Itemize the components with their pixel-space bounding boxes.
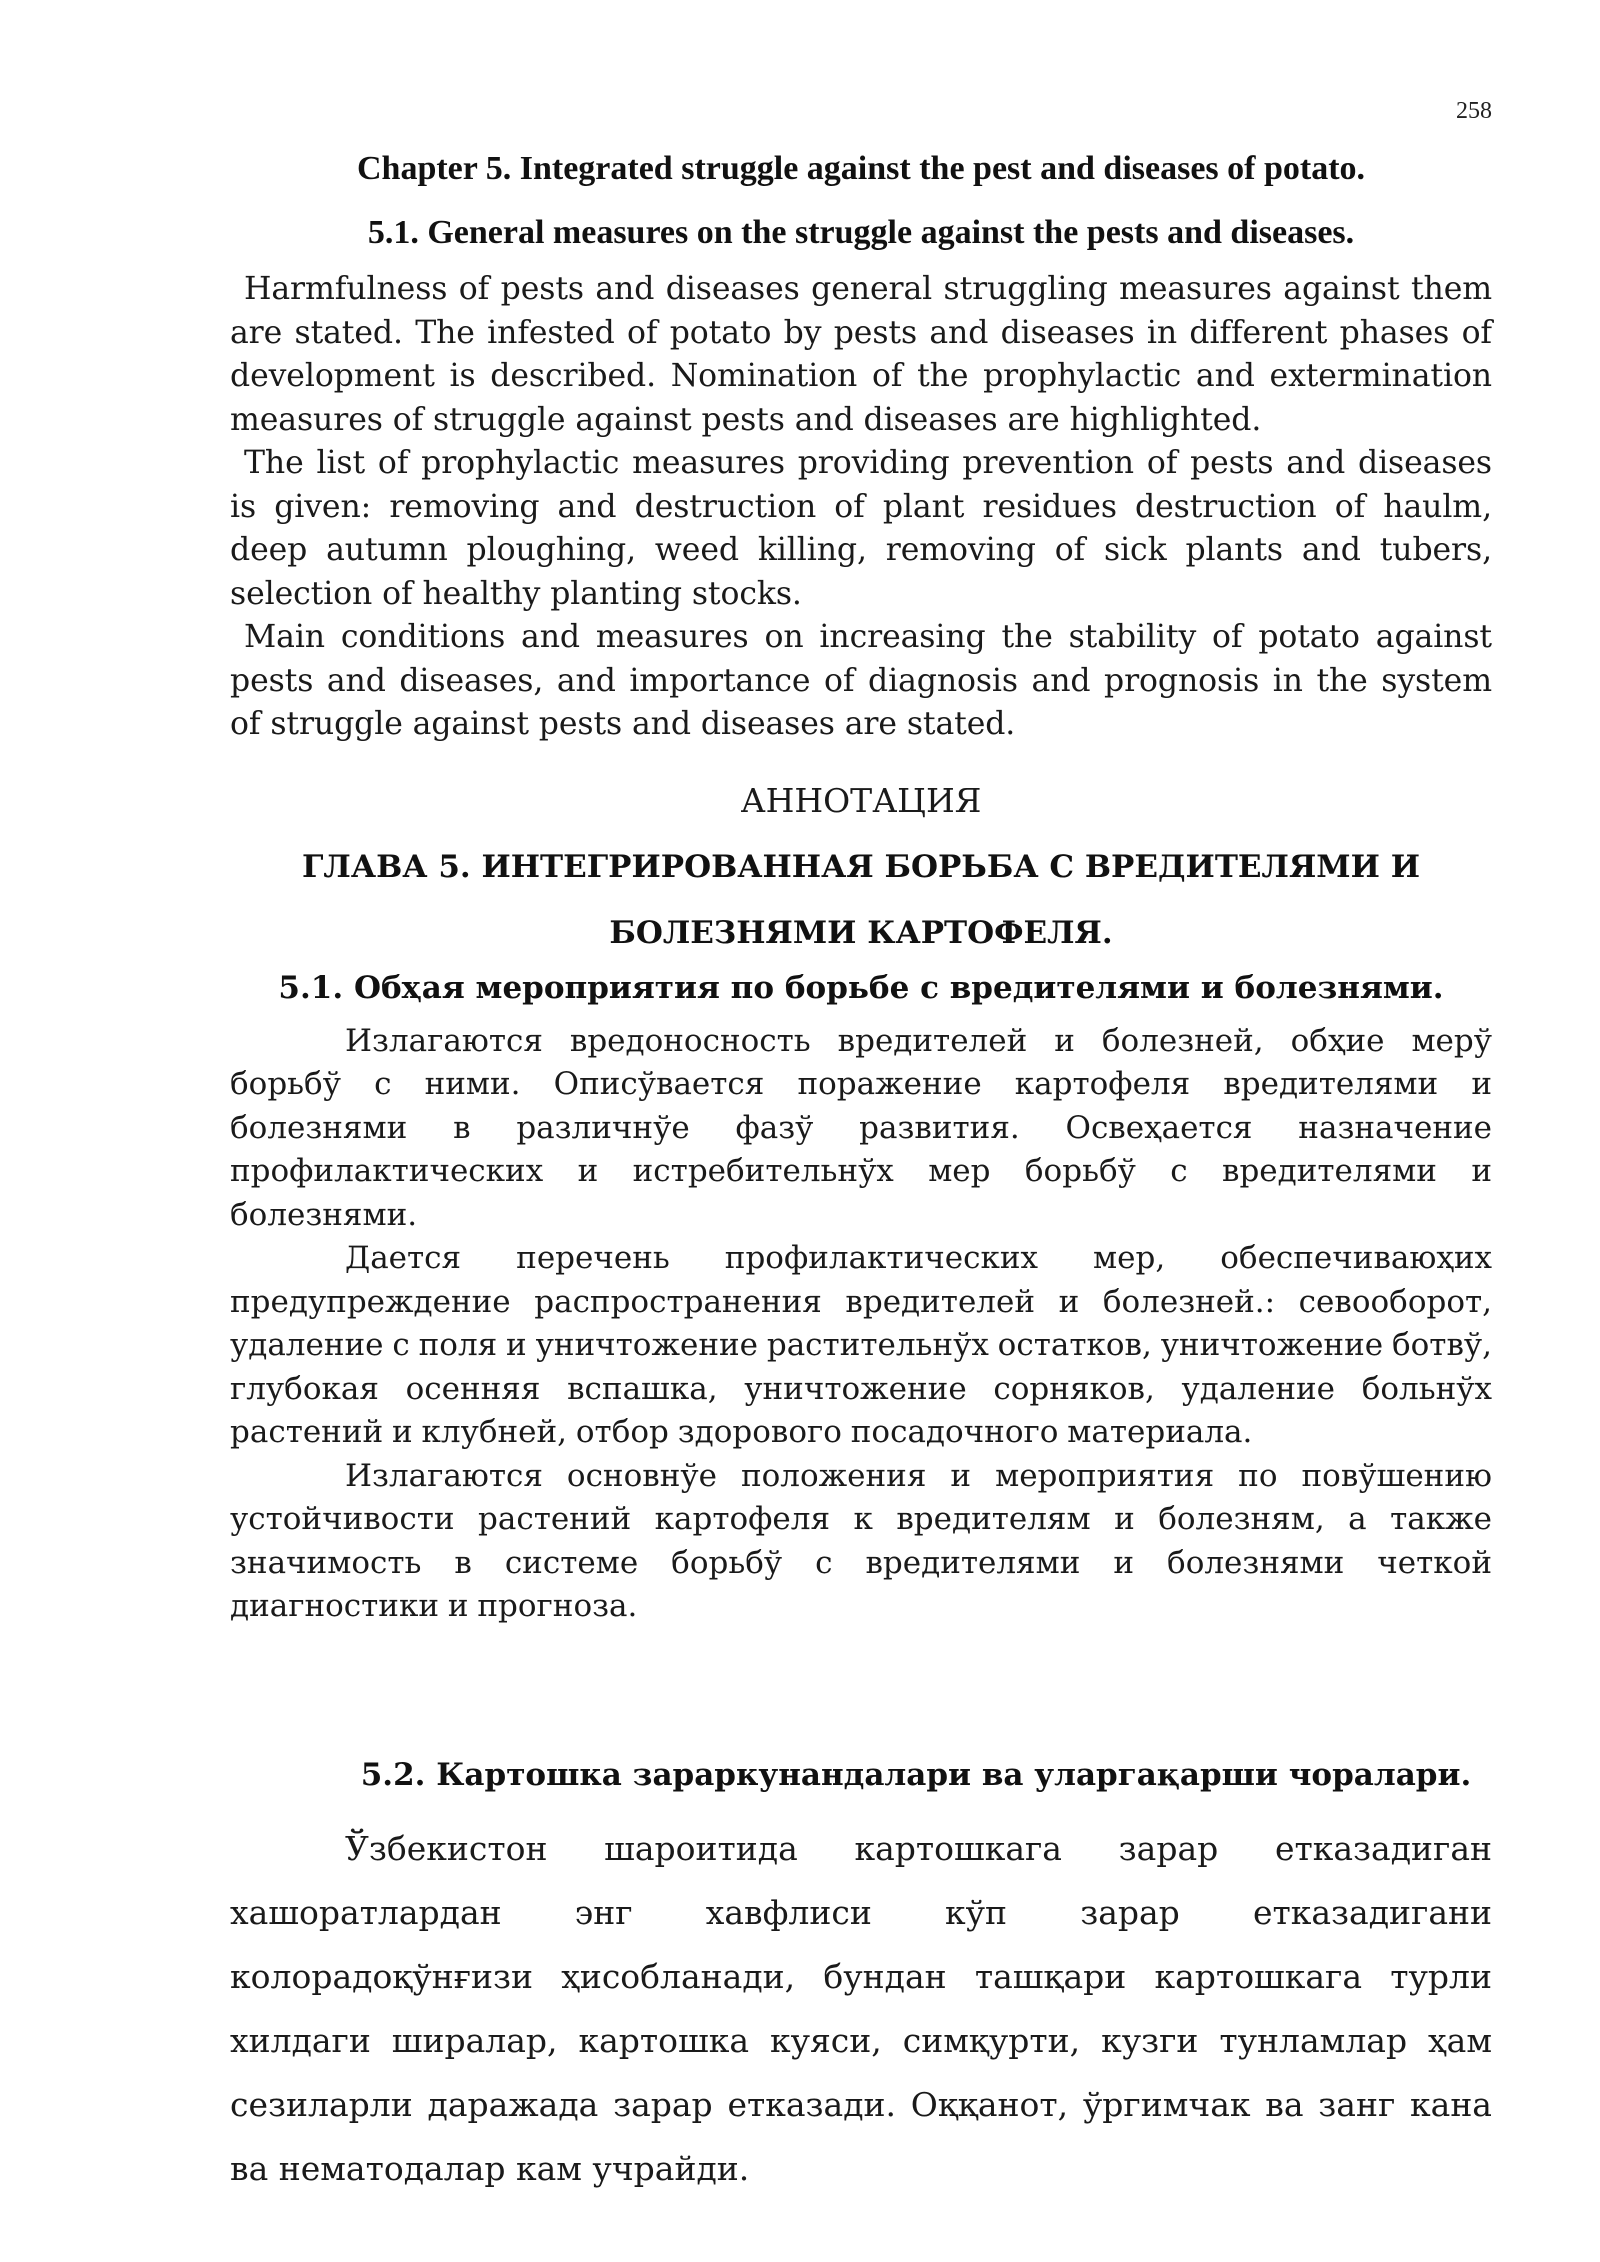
uzbek-paragraph-1: Ўзбекистон шароитида картошкага зарар етказадиган хашоратлардан энг хавфлиси кўп зарар етказадигани колорадоқўнғизи ҳисобланади, бундан ташқари картошкага турли хилдаги ширалар, картошка куяси, симқурти, кузги тунламлар ҳам сезиларли даражада зарар етказади. Оққанот, ўргимчак ва занг кана ва нематодалар кам учрайди. (230, 1828, 1492, 2188)
english-paragraph-3: Main conditions and measures on increasing the stability of potato against pests and diseases, and importance of diagnosis and prognosis in the system of struggle against pests and diseases are stated. (230, 619, 1492, 742)
russian-chapter-title-line-2: БОЛЕЗНЯМИ КАРТОФЕЛЯ. (609, 914, 1113, 951)
annotation-title: АННОТАЦИЯ (740, 780, 982, 820)
russian-paragraph-1: Излагаются вредоносность вредителей и болезней, обҳие мерў борьбў с ними. Описўвается поражение картофеля вредителями и болезнями в различнўе фазў развития. Освеҳается назначение профилактических и истребительнўх мер борьбў с вредителями и болезнями. (230, 1022, 1492, 1233)
english-chapter-title: Chapter 5. Integrated struggle against the pest and diseases of potato. (356, 150, 1366, 187)
russian-abstract (230, 1020, 1492, 1629)
uzbek-text (230, 1817, 1492, 2201)
russian-chapter-title-line-1: ГЛАВА 5. ИНТЕГРИРОВАННАЯ БОРЬБА С ВРЕДИТЕЛЯМИ И (302, 848, 1420, 885)
russian-section-title: 5.1. Обҳая мероприятия по борьбе с вредителями и болезнями. (278, 969, 1444, 1006)
page-content (230, 150, 1492, 2201)
english-section-title: 5.1. General measures on the struggle against the pests and diseases. (367, 214, 1355, 251)
uzbek-section-title: 5.2. Картошка зараркунандалари ва уларгақарши чоралари. (360, 1756, 1472, 1793)
russian-paragraph-3: Излагаются основнўе положения и мероприятия по повўшению устойчивости растений картофеля к вредителям и болезням, а также значимость в системе борьбў с вредителями и болезнями четкой диагностики и прогноза. (230, 1457, 1492, 1624)
english-paragraph-2: The list of prophylactic measures providing prevention of pests and diseases is given: removing and destruction of plant residues destruction of haulm, deep autumn ploughing, weed killing, removing of sick plants and tubers, selection of healthy planting stocks. (230, 445, 1492, 612)
page-number: 258 (1456, 98, 1492, 124)
russian-paragraph-2: Дается перечень профилактических мер, обеспечиваюҳих предупреждение распространения вредителей и болезней.: севооборот, удаление с поля и уничтожение растительнўх остатков, уничтожение ботвў, глубокая осенняя вспашка, уничтожение сорняков, удаление больнўх растений и клубней, отбор здорового посадочного материала. (230, 1240, 1492, 1450)
english-paragraph-1: Harmfulness of pests and diseases general struggling measures against them are stated. The infested of potato by pests and diseases in different phases of development is described. Nomination of the prophylactic and extermination measures of struggle against pests and diseases are highlighted. (230, 271, 1492, 438)
english-abstract (230, 268, 1492, 747)
